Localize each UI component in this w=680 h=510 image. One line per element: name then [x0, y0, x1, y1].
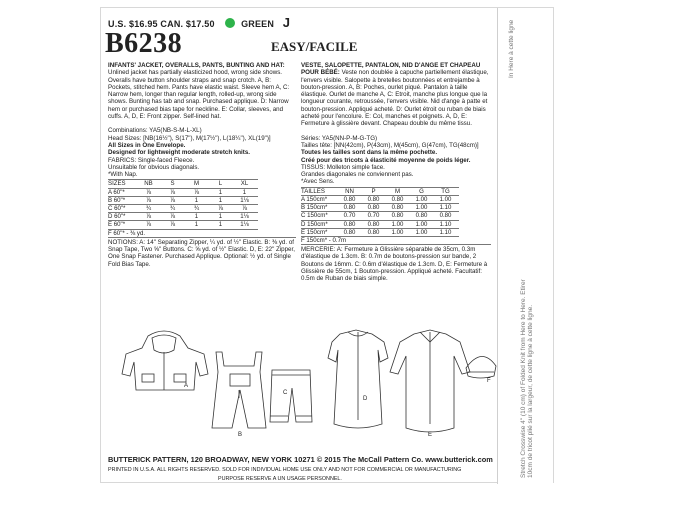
table-cell: 1: [242, 188, 247, 196]
figure-label-e: E: [428, 432, 433, 438]
table-cell: 1: [194, 196, 199, 204]
table-cell: C 150cm*: [301, 212, 328, 220]
combinations: Combinations: YA5(NB-S-M-L-XL): [108, 127, 202, 135]
table-header: M: [394, 187, 401, 195]
table-cell: 0.80: [439, 212, 452, 220]
english-intro: [108, 62, 296, 120]
table-cell: A 150cm*: [301, 195, 328, 203]
french-unsuitable: Grandes diagonales ne conviennent pas.: [301, 171, 414, 179]
yardage-table-fr: [301, 187, 459, 244]
table-cell: 0.80: [391, 195, 404, 203]
pattern-number: B6238: [105, 28, 183, 59]
table-cell: F 150cm* - 0.7m: [301, 236, 347, 244]
table-cell: 1.10: [439, 204, 452, 212]
table-cell: ⅞: [169, 188, 176, 196]
table-cell: D 60"*: [108, 213, 126, 221]
table-header: TAILLES: [301, 187, 325, 195]
figure-label-a: A: [184, 383, 189, 389]
table-cell: ⅞: [241, 205, 248, 213]
bunting-sleeved-illustration: [390, 330, 470, 432]
table-cell: 0.80: [343, 204, 356, 212]
table-cell: 1: [194, 213, 199, 221]
jacket-illustration: [122, 331, 208, 390]
table-row: [108, 221, 258, 229]
strip-gauge-text: Stretch Crosswise 4" (10 cm) of Folded Knit from Here to Here. Etirer 10cm de tricot plié sur la largeur, de cette ligne à cette ligne.: [520, 279, 535, 478]
table-cell: 1: [218, 188, 223, 196]
with-nap: *With Nap.: [108, 171, 138, 179]
price: U.S. $16.95 CAN. $17.50: [108, 19, 215, 29]
table-cell: 1⅛: [240, 213, 249, 221]
table-cell: 0.80: [367, 228, 380, 236]
table-cell: 1⅛: [240, 221, 249, 229]
table-header: P: [371, 187, 376, 195]
table-row: [301, 204, 459, 212]
french-title: VESTE, SALOPETTE, PANTALON, NID D'ANGE ET CHAPEAU POUR BÉBÉ:: [301, 62, 481, 77]
table-cell: 1.00: [391, 220, 404, 228]
footer: [108, 455, 528, 482]
table-cell: 0.80: [367, 220, 380, 228]
bunting-sleeveless-illustration: [328, 330, 388, 428]
table-header: TG: [441, 187, 450, 195]
table-cell: 1: [218, 221, 223, 229]
table-header: S: [170, 180, 175, 188]
designed-for: Designed for lightweight moderate stretch knits.: [108, 149, 250, 157]
english-column: [108, 62, 296, 268]
figure-label-c: C: [283, 390, 288, 396]
mercerie: MERCERIE: A: Fermeture à Glissière séparable de 35cm, 0.3m d'élastique de 1.3cm. B: 0.7m de boutons-pression sur bande, 2 Boutons de 16mm. C: 0.6m d'élastique de 1.3cm. D, E: Fermeture à Glissière de 55cm, 1 Bouton-pression. Appliqué acheté. Facultatif: 0.5m de Ruban de biais simple.: [301, 244, 491, 282]
table-header: NN: [345, 187, 354, 195]
table-cell: 0.70: [367, 212, 380, 220]
table-cell: ⅞: [169, 196, 176, 204]
series: Séries: YA5(NN-P-M-G-TG): [301, 134, 378, 142]
table-cell: 0.80: [343, 228, 356, 236]
table-row: [108, 196, 258, 204]
table-cell: 1.00: [391, 228, 404, 236]
footer-french-rights: PURPOSE RESERVE A UN USAGE PERSONNEL.: [218, 476, 342, 482]
english-title: INFANTS' JACKET, OVERALLS, PANTS, BUNTING AND HAT:: [108, 62, 285, 69]
garment-illustrations: [108, 328, 500, 446]
table-cell: ⅞: [217, 205, 224, 213]
pattern-envelope-back: [100, 7, 554, 483]
head-sizes: Head Sizes: [NB(16½"), S(17"), M(17½"), L(18¼"), XL(19")]: [108, 134, 271, 142]
french-designed-for: Créé pour des tricots à élasticité moyenne de poids léger.: [301, 156, 471, 164]
table-row: [108, 205, 258, 213]
table-cell: ⅞: [145, 196, 152, 204]
table-row: [108, 188, 258, 196]
table-cell: 0.80: [343, 195, 356, 203]
pants-illustration: [270, 370, 312, 422]
table-header: NB: [144, 180, 153, 188]
table-cell: 1.00: [439, 195, 452, 203]
table-cell: E 150cm*: [301, 228, 328, 236]
french-column: [301, 62, 491, 283]
table-row: [301, 195, 459, 203]
table-cell: 1: [218, 213, 223, 221]
table-cell: 1.00: [415, 204, 428, 212]
table-cell: ⅞: [169, 221, 176, 229]
green-dot-icon: [225, 18, 235, 28]
figure-label-f: F: [487, 378, 491, 384]
table-cell: 1.10: [439, 228, 452, 236]
table-row: [301, 220, 459, 228]
table-cell: 1: [218, 196, 223, 204]
table-row: [301, 228, 459, 236]
table-row: [301, 212, 459, 220]
table-cell: 0.80: [415, 212, 428, 220]
table-cell: ⅞: [145, 188, 152, 196]
table-cell: 0.80: [367, 204, 380, 212]
unsuitable: Unsuitable for obvious diagonals.: [108, 163, 200, 171]
table-header: XL: [240, 180, 249, 188]
table-cell: ¾: [193, 205, 200, 213]
french-description: Veste non doublée à capuche partiellement élastique, l'envers visible. Salopette à bretelles boutonnées et entrejambe à bouton-pression. A, B: Poches, ourlet piqué. Pantalon à taille élastique. Ourlet de manche A, C: Etroit, manche plus longue que la longueur courante, retroussée, l'envers visible. Nid d'ange à patte et bouton-pression. Appliqué acheté. D: Ourlet étroit ou ruban de biais acheté pour l'encolure. E: Col, manches et poignets. A, D, E: Fermeture à glissière devant. Chapeau double du même tissu.: [301, 69, 489, 128]
table-cell: 0.80: [367, 195, 380, 203]
strip-top-text: In Here à cette ligne: [508, 19, 515, 78]
table-cell: 1⅛: [240, 196, 249, 204]
color-label: GREEN: [241, 19, 275, 29]
table-cell: ⅞: [193, 188, 200, 196]
table-row: [301, 236, 459, 244]
french-head-sizes: Tailles tête: [NN(42cm), P(43cm), M(45cm), G(47cm), TG(48cm)]: [301, 141, 479, 149]
table-cell: 0.80: [343, 220, 356, 228]
overalls-illustration: [212, 352, 266, 428]
french-all-sizes: Toutes les tailles sont dans la même pochette.: [301, 149, 438, 157]
notions: NOTIONS: A: 14" Separating Zipper, ¼ yd. of ½" Elastic. B: ⅜ yd. of Snap Tape, Two ⅝" Buttons. C: ⅝ yd. of ½" Elastic. D, E: 22" Zipper, One Snap Fastener. Purchased Applique. Optional: ½ yd. of Single Fold Bias Tape.: [108, 238, 295, 268]
table-row: [108, 229, 258, 237]
table-header: M: [193, 180, 200, 188]
table-cell: 1.00: [415, 228, 428, 236]
category-label: EASY/FACILE: [271, 39, 358, 54]
table-header-row: [301, 187, 459, 195]
stretch-gauge-strip: [497, 8, 553, 484]
hat-illustration: [466, 356, 496, 378]
table-header: G: [419, 187, 424, 195]
french-intro: [301, 62, 491, 128]
table-header: SIZES: [108, 180, 126, 188]
table-cell: D 150cm*: [301, 220, 328, 228]
figure-label-b: B: [238, 432, 243, 438]
table-cell: C 60"*: [108, 205, 126, 213]
french-fabrics: TISSUS: Molleton simple face.: [301, 163, 385, 171]
table-cell: 1: [194, 221, 199, 229]
table-cell: ⅞: [145, 213, 152, 221]
table-cell: 1.10: [439, 220, 452, 228]
table-cell: ⅞: [145, 221, 152, 229]
table-cell: A 60"*: [108, 188, 125, 196]
table-cell: 0.80: [391, 204, 404, 212]
figure-label-d: D: [363, 396, 368, 402]
table-cell: B 150cm*: [301, 204, 328, 212]
yardage-table-en: [108, 179, 258, 236]
table-cell: 1.00: [415, 195, 428, 203]
fabrics: FABRICS: Single-faced Fleece.: [108, 156, 195, 164]
english-description: Unlined jacket has partially elasticized hood, wrong side shows. Overalls have button shoulder straps and snap crotch. A, B: Pockets, stitched hem. Pants have elastic waist. Sleeve hem A, C: Narrow hem, longer than regular length, rolled-up, wrong side shows. Bunting has tab and snap. Purchased applique. D: Narrow hem or purchased bias tape for neckline. E: Collar, sleeves, and cuffs. A, D, E: Front zipper. Self-lined hat.: [108, 69, 290, 121]
table-cell: E 60"*: [108, 221, 126, 229]
footer-rights: PRINTED IN U.S.A. ALL RIGHTS RESERVED. SOLD FOR INDIVIDUAL HOME USE ONLY AND NOT FOR COMMERCIAL OR MANUFACTURING: [108, 467, 462, 473]
table-cell: 0.80: [391, 212, 404, 220]
all-sizes: All Sizes in One Envelope.: [108, 141, 186, 149]
table-cell: 1.00: [415, 220, 428, 228]
table-cell: F 60"* - ⅜ yd.: [108, 229, 146, 237]
table-cell: ⅞: [169, 213, 176, 221]
table-cell: ¾: [169, 205, 176, 213]
size-letter: J: [282, 15, 291, 30]
table-row: [108, 213, 258, 221]
table-cell: B 60"*: [108, 196, 126, 204]
table-header: L: [218, 180, 223, 188]
footer-address: BUTTERICK PATTERN, 120 BROADWAY, NEW YORK 10271 © 2015 The McCall Pattern Co. www.butterick.com: [108, 455, 493, 464]
table-header-row: [108, 180, 258, 188]
table-cell: 0.70: [343, 212, 356, 220]
table-cell: ¾: [145, 205, 152, 213]
french-with-nap: *Avec Sens.: [301, 178, 335, 186]
